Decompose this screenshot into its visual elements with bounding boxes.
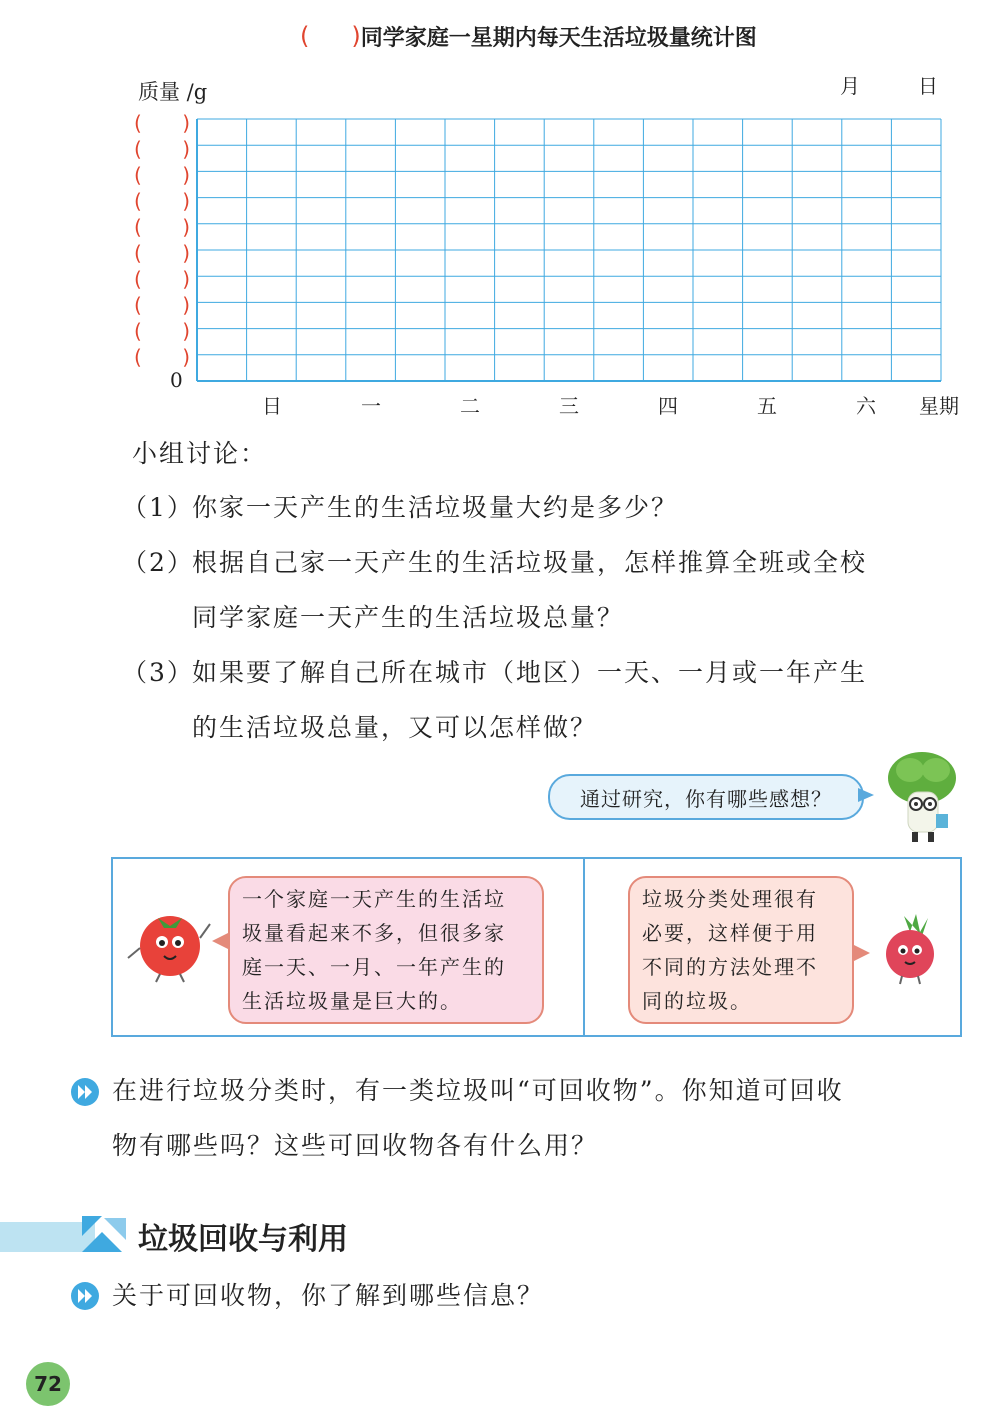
radish-character-icon — [876, 906, 946, 986]
x-axis-label: 星期 — [919, 394, 959, 418]
discussion-title: 小组讨论： — [132, 439, 268, 468]
y-tick-blank: ( ) — [134, 293, 190, 317]
x-label-mon: 一 — [361, 394, 381, 418]
opinion-box-divider — [583, 858, 585, 1036]
y-tick-blank: ( ) — [134, 163, 190, 187]
right-bubble-tail — [852, 944, 870, 962]
y-tick-blank: ( ) — [134, 189, 190, 213]
x-label-sat: 六 — [856, 394, 876, 418]
y-tick-blank: ( ) — [134, 267, 190, 291]
question-2: （2）根据自己家一天产生的生活垃圾量，怎样推算全班或全校 同学家庭一天产生的生活垃圾总量？ — [122, 548, 868, 632]
reflection-bubble-tail — [858, 788, 874, 802]
double-arrow-icon — [70, 1281, 100, 1311]
tomato-character-icon — [122, 902, 212, 984]
y-tick-blank: ( ) — [134, 345, 190, 369]
question-3: （3）如果要了解自己所在城市（地区）一天、一月或一年产生 的生活垃圾总量，又可以怎样做？ — [122, 658, 868, 742]
cabbage-character-icon — [880, 748, 962, 846]
x-label-tue: 二 — [460, 394, 480, 418]
opinion-bubble-left: 一个家庭一天产生的生活垃 圾量看起来不多，但很多家 庭一天、一月、一年产生的 生活垃圾量是巨大的。 — [228, 876, 544, 1024]
question-1: （1）你家一天产生的生活垃圾量大约是多少？ — [122, 493, 679, 522]
opinion-bubble-right: 垃圾分类处理很有 必要，这样便于用 不同的方法处理不 同的垃圾。 — [628, 876, 854, 1024]
reflection-bubble: 通过研究，你有哪些感想？ — [548, 774, 864, 820]
double-arrow-icon — [70, 1077, 100, 1107]
chart-title — [300, 18, 860, 54]
recyclables-info-question: 关于可回收物，你了解到哪些信息？ — [112, 1281, 545, 1310]
date-day-label: 日 — [918, 74, 938, 98]
title-paren-close: ) — [351, 22, 361, 50]
y-tick-blanks — [134, 110, 190, 370]
page-number: 72 — [26, 1362, 70, 1406]
y-tick-blank: ( ) — [134, 241, 190, 265]
y-tick-blank: ( ) — [134, 215, 190, 239]
date-month-label: 月 — [840, 74, 860, 98]
y-axis-label: 质量 /g — [138, 80, 208, 104]
y-tick-blank: ( ) — [134, 319, 190, 343]
section-marker-icon — [78, 1212, 130, 1256]
x-label-thu: 四 — [658, 394, 678, 418]
x-label-sun: 日 — [262, 394, 282, 418]
y-tick-blank: ( ) — [134, 111, 190, 135]
title-paren-open: ( — [300, 22, 310, 50]
y-zero-label: 0 — [170, 368, 183, 392]
y-tick-blank: ( ) — [134, 137, 190, 161]
x-label-fri: 五 — [757, 394, 777, 418]
recyclables-question: 在进行垃圾分类时，有一类垃圾叫“可回收物”。你知道可回收 物有哪些吗？这些可回收物各有什么用？ — [112, 1076, 844, 1160]
chart-grid — [196, 118, 942, 382]
x-label-wed: 三 — [559, 394, 579, 418]
chart-title-text: 同学家庭一星期内每天生活垃圾量统计图 — [360, 25, 757, 51]
section-title: 垃圾回收与利用 — [138, 1222, 348, 1257]
